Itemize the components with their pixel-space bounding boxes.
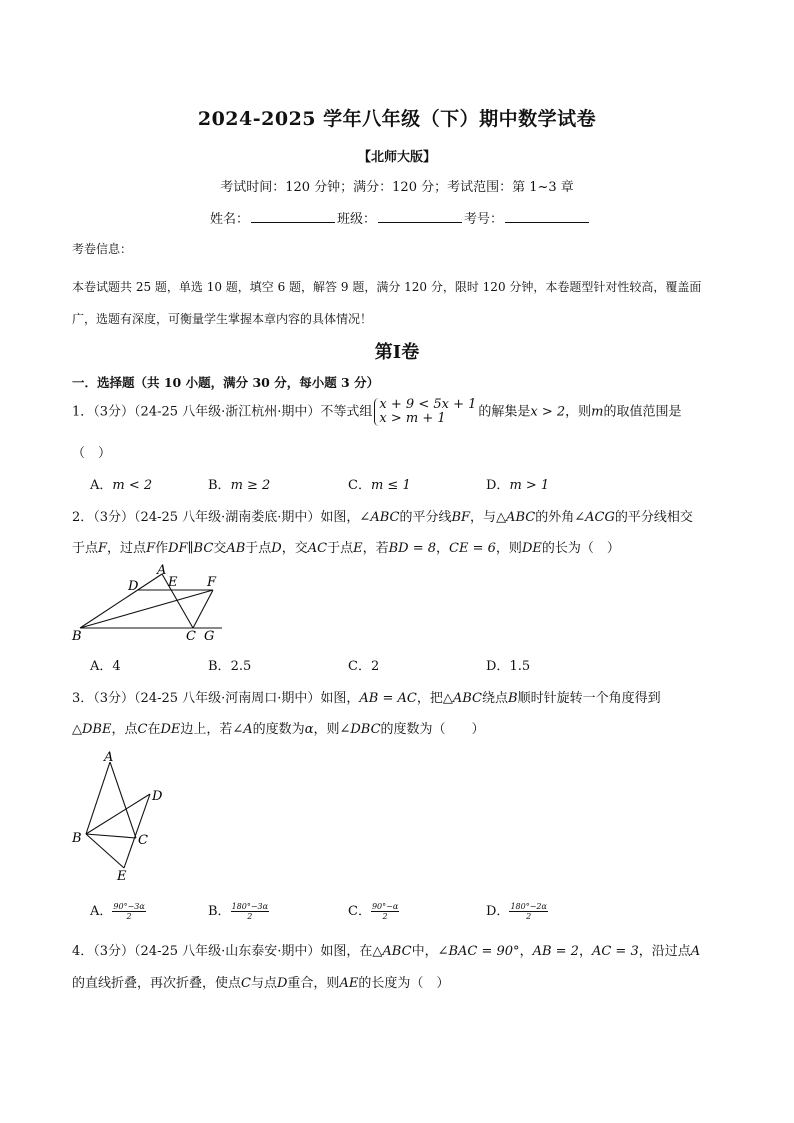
q1-option-c[interactable]: C．m ≤ 1 — [348, 478, 411, 493]
part-title: 第Ⅰ卷 — [374, 342, 420, 363]
exam-info-line: 考试时间：120 分钟；满分：120 分；考试范围：第 1~3 章 — [220, 180, 574, 195]
q1-option-d[interactable]: D．m > 1 — [486, 478, 550, 493]
fig3-label-e: E — [117, 869, 127, 884]
fig2-label-b: B — [72, 629, 82, 644]
q3-option-b[interactable]: B． $\frac{180^\circ-3\alpha}{2}$ — [208, 902, 269, 921]
question-3-figure — [68, 748, 178, 888]
question-2-figure — [70, 562, 230, 646]
question-4-line-1: 4．（3分）（24-25 八年级·山东泰安·期中）如图，在△ABC中，∠BAC = 90°，AB = 2，AC = 3，沿过点A — [72, 944, 701, 959]
fig3-label-b: B — [72, 831, 82, 846]
fig2-label-e: E — [168, 575, 178, 590]
question-1-line-1: 1．（3分）（24-25 八年级·浙江杭州·期中）不等式组 x + 9 < 5x + 1 x > m + 1 的解集是x > 2，则m的取值范围是 — [72, 397, 682, 426]
figure-lines — [86, 762, 150, 868]
fig2-label-a: A — [157, 563, 167, 578]
q1-option-a[interactable]: A．m < 2 — [90, 478, 153, 493]
q2-option-d[interactable]: D．1.5 — [486, 659, 531, 674]
question-3-line-1: 3．（3分）（24-25 八年级·河南周口·期中）如图，AB = AC，把△ABC绕点B顺时针旋转一个角度得到 — [72, 691, 661, 706]
fig3-label-d: D — [152, 789, 163, 804]
q3-option-a[interactable]: A． $\frac{90^\circ-3\alpha}{2}$ — [90, 902, 145, 921]
question-2-line-1: 2．（3分）（24-25 八年级·湖南娄底·期中）如图，∠ABC的平分线BF，与△ABC的外角∠ACG的平分线相交 — [72, 510, 693, 525]
name-blank[interactable] — [251, 209, 335, 223]
page-title: 2024-2025 学年八年级（下）期中数学试卷 — [197, 108, 597, 130]
question-1-paren: （ ） — [72, 446, 112, 461]
id-label: 考号： — [464, 212, 504, 227]
q2-option-b[interactable]: B．2.5 — [208, 659, 252, 674]
student-info-line — [210, 208, 591, 227]
fig2-label-g: G — [204, 629, 215, 644]
q3-option-c[interactable]: C． $\frac{90^\circ-\alpha}{2}$ — [348, 902, 399, 921]
q2-option-c[interactable]: C．2 — [348, 659, 380, 674]
q2-option-a[interactable]: A．4 — [90, 659, 121, 674]
class-label: 班级： — [337, 212, 377, 227]
question-4-line-2: 的直线折叠，再次折叠，使点C与点D重合，则AE的长度为（ ） — [72, 976, 450, 991]
figure-lines — [80, 574, 222, 628]
fig3-label-a: A — [104, 750, 114, 765]
info-text: 本卷试题共 25 题，单选 10 题，填空 6 题，解答 9 题，满分 120 分，限时 120 分钟，本卷题型针对性较高，覆盖面广，选题有深度，可衡量学生掌握本章内容的具体情况！ — [72, 280, 702, 326]
fig2-label-f: F — [207, 575, 217, 590]
question-3-line-2: △DBE，点C在DE边上，若∠A的度数为α，则∠DBC的度数为（ ） — [72, 722, 485, 737]
edition-label: 【北师大版】 — [357, 150, 436, 165]
section-title: 一．选择题（共 10 小题，满分 30 分，每小题 3 分） — [72, 375, 380, 390]
info-label: 考卷信息： — [72, 242, 133, 256]
q3-option-d[interactable]: D． $\frac{180^\circ-2\alpha}{2}$ — [486, 902, 547, 921]
id-blank[interactable] — [505, 209, 589, 223]
fig2-label-d: D — [128, 579, 139, 594]
inequality-system: x + 9 < 5x + 1 x > m + 1 — [374, 398, 476, 426]
name-label: 姓名： — [210, 212, 250, 227]
class-blank[interactable] — [378, 209, 462, 223]
question-2-line-2: 于点F，过点F作DF∥BC交AB于点D，交AC于点E，若BD = 8，CE = 6，则DE的长为（ ） — [72, 541, 620, 556]
fig2-label-c: C — [186, 629, 196, 644]
fig3-label-c: C — [138, 833, 148, 848]
q1-option-b[interactable]: B．m ≥ 2 — [208, 478, 271, 493]
